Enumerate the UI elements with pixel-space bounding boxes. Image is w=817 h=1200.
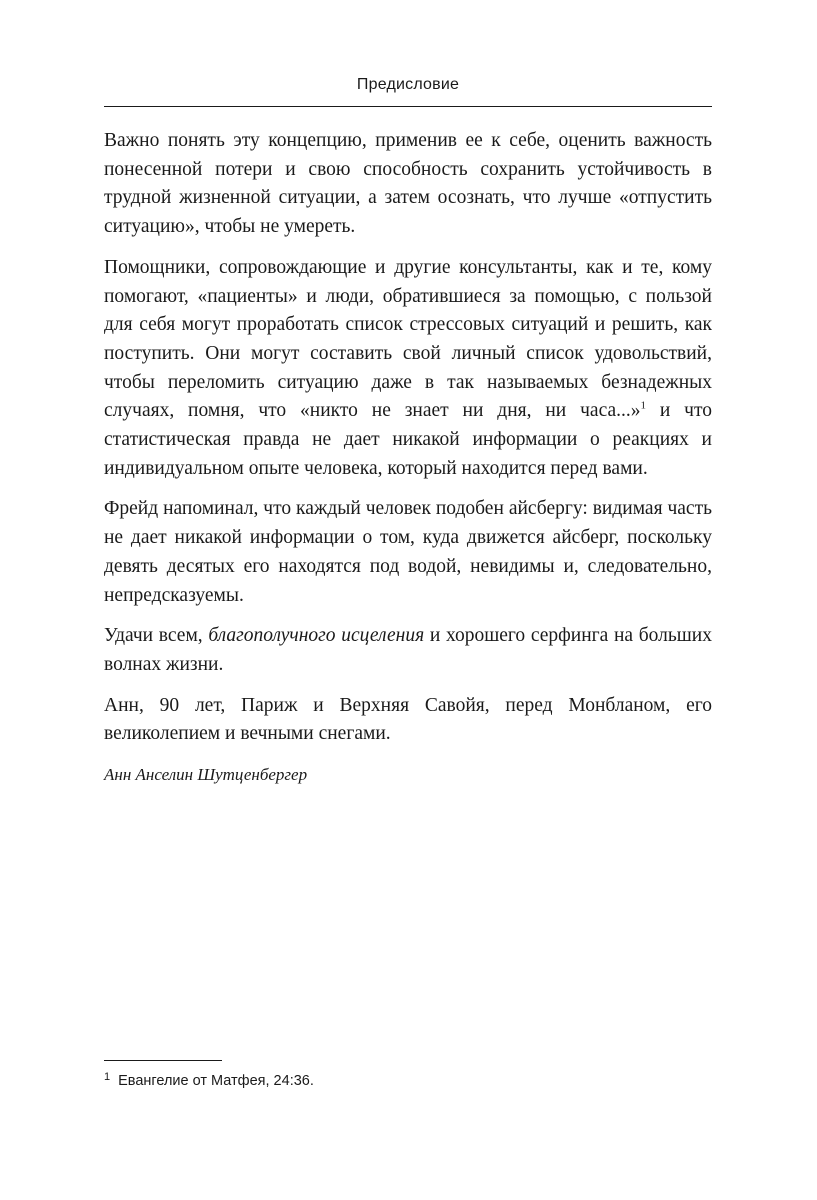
paragraph-3: Фрейд напоминал, что каждый человек подобен айсбергу: видимая часть не дает никакой информации о том, куда движется айсберг, поскольку девять десятых его находятся под водой, невидимы и, следовательно, непредсказуемы. [104, 498, 712, 606]
footnote-reference: 1 [640, 399, 646, 412]
running-head-title: Предисловие [356, 76, 460, 93]
body-text [104, 127, 712, 802]
paragraph-1: Важно понять эту концепцию, применив ее к себе, оценить важность понесенной потери и свою способность сохранить устойчивость в трудной жизненной ситуации, а затем осознать, что лучше «отпустить ситуацию», чтобы не умереть. [104, 130, 712, 238]
paragraph-2-text-start: Помощники, сопровождающие и другие консультанты, как и те, кому помогают, «пациенты» и люди, обратившиеся за помощью, с пользой для себя могут проработать список стрессовых ситуаций и решить, как поступить. Они могут составить свой личный список удовольствий, чтобы переломить ситуацию даже в так называемых безнадежных случаях, помня, что «никто не знает ни дня, ни часа...» [104, 256, 712, 422]
author-signature: Анн Анселин Шутценбергер [104, 765, 308, 785]
paragraph-2 [104, 254, 712, 484]
paragraph-4-text-start: Удачи всем, [104, 625, 209, 647]
paragraph-2-text-end: и что статистическая правда не дает никакой информации о реакциях и индивидуальном опыте человека, который находится перед вами. [104, 400, 712, 479]
paragraph-4 [104, 622, 712, 679]
footnote-divider [104, 1060, 222, 1061]
paragraph-4-text-end: и хорошего серфинга на больших волнах жизни. [104, 625, 712, 675]
footnote-number: 1 [104, 1071, 111, 1083]
header-divider [104, 106, 712, 107]
paragraph-4-emphasis: благополучного исцеления [208, 625, 425, 647]
footnote-text: Евангелие от Матфея, 24:36. [118, 1073, 314, 1089]
footnote [104, 1073, 314, 1089]
paragraph-5: Анн, 90 лет, Париж и Верхняя Савойя, перед Монбланом, его великолепием и вечными снегами. [104, 694, 712, 745]
